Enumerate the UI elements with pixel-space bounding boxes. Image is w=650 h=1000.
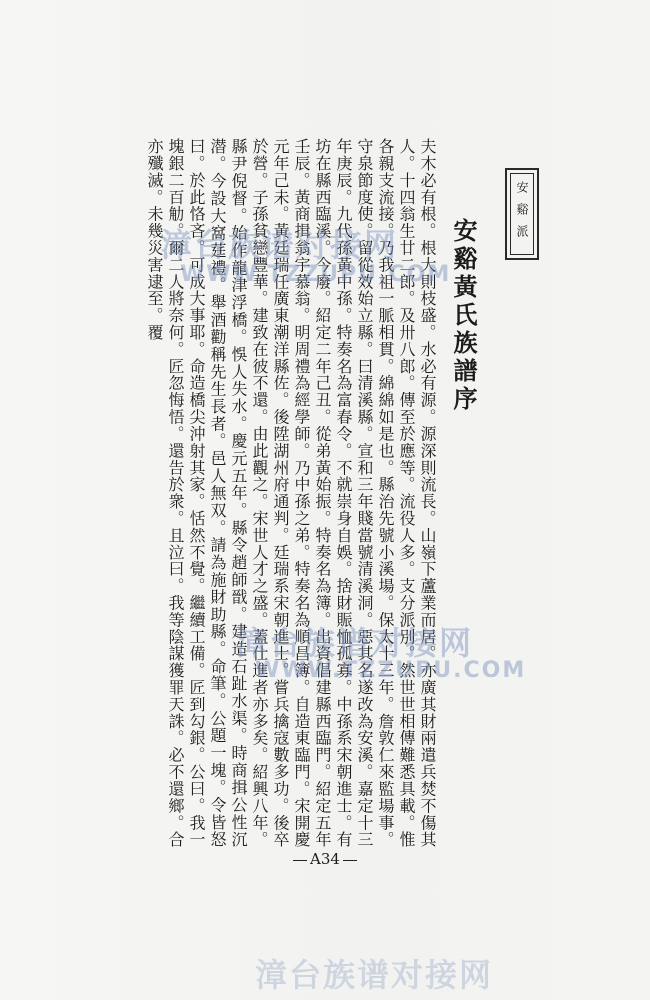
watermark-text: 漳台族谱对接网 [160, 226, 399, 264]
body-text: 夫木必有根。根大則枝盛。水必有源。源深則流長。山嶺下蘆業而居。亦廣其財兩遣兵焚不傷其人。十四翁生廿二郎。及卅八郎。傳至於應等。流役人多。支分派別。然世世相傳難悉具載。惟各親支流接。乃我祖一脈相貫。綿綿如是也。縣治先號小溪場。保太十三年。詹敦仁來監場事。守泉節度使。留從效始立縣。曰清溪縣。宣和三年賤當號清溪洞。惡其名遂改為安溪。嘉定十三年庚辰。九代孫黃中孫。特奏名為富春令。不就崇身自娛。捨財賑恤孤寡。中孫系宋朝進士。有坊在縣西臨溪。今廢。紹定二年己丑。從弟黃始振。特奏名為簿。出資倡建縣西臨門。紹定五年壬辰。黃商揖翁宇慕翁。明周禮為經學師。乃中孫之弟。特奏名為順昌簿。自造東臨門。宋開慶元年己未。黃廷瑞任廣東潮洋縣佐。後陞湖州府通判。廷瑞系宋朝進士。嘗兵擒寇數多功。後卒於營。子孫貧戀豐華。建致在彼不還。由此觀之。宋世人才之盛。蓋仕進者亦多矣。紹興八年。縣尹倪督。始作龍津浮橋。悞人失水。慶元五年。縣令趙師戩。建造石趾水渠。時商揖公性沉潜。今設大窩莛禮。舉酒勸稱先生長者。邑人無双。請為施財助縣。命筆。公題一塊。令皆怒曰。於此恪吝。可成大事耶。命造橋尖沖射其家。恬然不覺。繼續工備。匠到勾銀。公曰。我一塊銀二百觔。爾二人將奈何。匠忽悔悟。還告於衆。且泣曰。我等陰謀獲罪天誅。必不還鄉。合亦殲滅。未幾災害逮至。覆 [145, 138, 437, 848]
page-number [275, 850, 375, 868]
page-number-text: A34 [310, 850, 340, 868]
watermark-url: WWW.TZZUPU.COM [255, 658, 527, 683]
section-label-box [505, 168, 539, 260]
watermark-text: 漳台族谱对接网 [235, 624, 474, 662]
watermark-text: 漳台族谱对接网 [255, 956, 494, 994]
section-label: 安谿派 [515, 181, 529, 247]
dash-left [293, 860, 307, 861]
watermark-url: WWW.TZZUPU.COM [180, 262, 452, 287]
dash-right [343, 860, 357, 861]
document-title: 安谿黃氏族譜序 [449, 218, 478, 414]
